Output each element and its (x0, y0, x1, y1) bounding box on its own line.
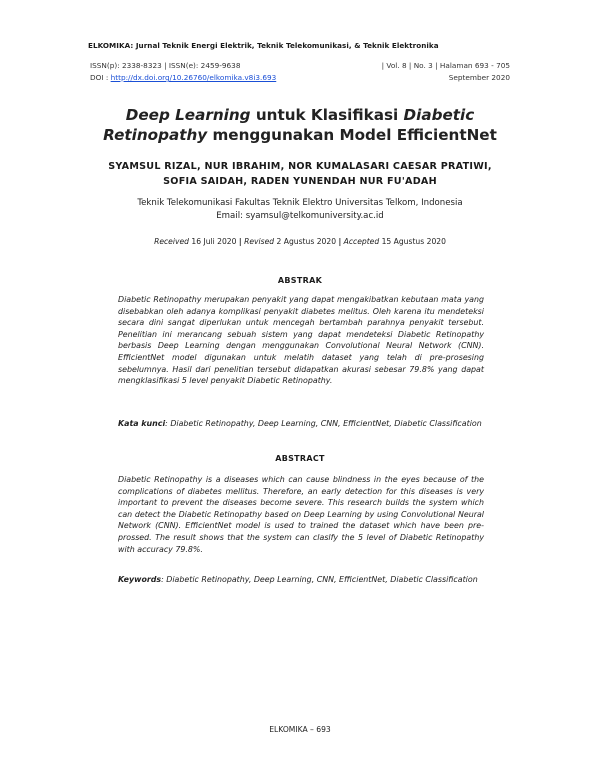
issn-text: ISSN(p): 2338-8323 | ISSN(e): 2459-9638 (90, 61, 241, 70)
date-separator: | (238, 237, 242, 246)
abstract-heading: ABSTRACT (275, 454, 325, 463)
issue-date: September 2020 (448, 73, 510, 82)
accepted-date: 15 Agustus 2020 (379, 237, 446, 246)
received-label: Received (154, 237, 189, 246)
affiliation (60, 197, 540, 223)
revised-label: Revised (244, 237, 275, 246)
kata-kunci (118, 418, 484, 430)
doi-row (90, 73, 510, 82)
abstrak-body: Diabetic Retinopathy merupakan penyakit yang dapat mengakibatkan kebutaan mata yang disebabkan oleh adanya komplikasi penyakit diabetes melitus. Oleh karena itu mendeteksi secara dini sangat diperlukan untuk mencegah bertambah parahnya penyakit tersebut. Penelitian ini merancang sebuah sistem yang dapat mendeteksi Diabetic Retinopathy berbasis Deep Learning dengan menggunakan Convolutional Neural Network (CNN). EfficientNet model digunakan untuk melatih dataset yang telah di pre-prosesing sebelumnya. Hasil dari penelitian tersebut didapatkan akurasi sebesar 79.8% yang dapat mengklasifikasi 5 level penyakit Diabetic Retinopathy. (118, 295, 484, 386)
keywords (118, 574, 484, 586)
keywords-label: Keywords (118, 575, 162, 584)
affiliation-email: Email: syamsul@telkomuniversity.ac.id (216, 211, 384, 221)
date-separator: | (338, 237, 342, 246)
doi-link[interactable]: http://dx.doi.org/10.26760/elkomika.v8i3.693 (110, 73, 277, 82)
issn-row (90, 61, 510, 70)
kata-kunci-terms: : Diabetic Retinopathy, Deep Learning, CNN, EfficientNet, Diabetic Classification (165, 419, 482, 428)
keywords-terms: : Diabetic Retinopathy, Deep Learning, CNN, EfficientNet, Diabetic Classification (161, 575, 478, 584)
volume-text: | Vol. 8 | No. 3 | Halaman 693 - 705 (381, 61, 510, 70)
received-date: 16 Juli 2020 (188, 237, 239, 246)
journal-name: ELKOMIKA: Jurnal Teknik Energi Elektrik, Teknik Telekomunikasi, & Teknik Elektronika (88, 41, 439, 50)
paper-title (60, 105, 540, 145)
title-part-5: menggunakan Model EfficientNet (207, 126, 497, 144)
author-line-2: SOFIA SAIDAH, RADEN YUNENDAH NUR FU'ADAH (163, 176, 437, 187)
submission-dates (60, 237, 540, 246)
title-part-4: Retinopathy (103, 126, 208, 144)
title-part-1: Deep Learning (125, 106, 251, 124)
abstract-body: Diabetic Retinopathy is a diseases which can cause blindness in the eyes because of the complications of diabetes mellitus. Therefore, an early detection for this diseases is very important to prevent the diseases become severe. This research builds the system which can detect the Diabetic Retinopathy based on Deep Learning by using Convolutional Neural Network (CNN). EfficientNet model is used to trained the dataset which have been pre-prossed. The result shows that the system can claslfy the 5 level of Diabetic Retinopathy with accuracy 79.8%. (118, 475, 484, 554)
affiliation-institution: Teknik Telekomunikasi Fakultas Teknik Elektro Universitas Telkom, Indonesia (137, 198, 463, 208)
title-part-2: untuk Klasifikasi (250, 106, 404, 124)
page-footer: ELKOMIKA – 693 (269, 725, 331, 734)
doi-label: DOI : (90, 73, 111, 82)
title-part-3: Diabetic (403, 106, 475, 124)
accepted-label: Accepted (343, 237, 380, 246)
author-list (60, 159, 540, 189)
revised-date: 2 Agustus 2020 (274, 237, 339, 246)
abstrak-heading: ABSTRAK (277, 276, 323, 285)
author-line-1: SYAMSUL RIZAL, NUR IBRAHIM, NOR KUMALASARI CAESAR PRATIWI, (108, 161, 492, 172)
kata-kunci-label: Kata kunci (118, 419, 166, 428)
